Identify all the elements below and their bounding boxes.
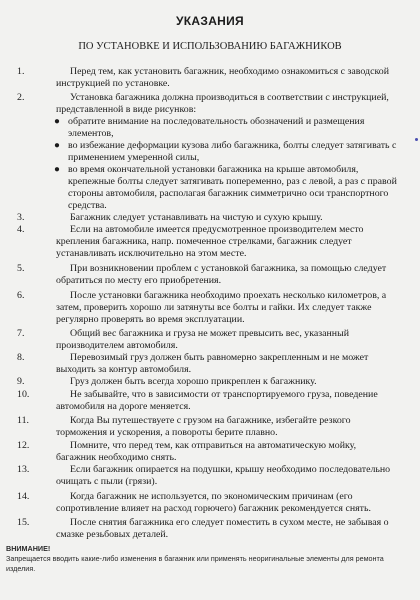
item-number: 10. xyxy=(17,388,30,400)
list-item xyxy=(0,290,420,326)
list-item xyxy=(0,440,420,464)
bullet-item xyxy=(54,115,398,140)
list-item xyxy=(0,376,420,388)
item-number: 5. xyxy=(17,262,25,274)
list-item xyxy=(0,352,420,376)
item-text: Общий вес багажника и груза не может превысить вес, указанный производителем автомобиля. xyxy=(56,327,350,351)
bullet-text: во время окончательной установки багажника на крыше автомобиля, крепежные болты следует затягивать попеременно, раз с левой, а раз с правой стороны автомобиля, располагая багажник симметрично оси транспортного средства. xyxy=(68,163,397,211)
bullet-item xyxy=(54,139,398,164)
bullet-icon: ● xyxy=(54,163,60,175)
item-text: После снятия багажника его следует поместить в сухом месте, не забывая о смазке резьбовых деталей. xyxy=(56,516,389,540)
item-text: После установки багажника необходимо проехать несколько километров, а затем, проверить хорошо ли затянуты все болты и гайки. Их следует также регулярно проверять во время эксплуатации. xyxy=(56,289,387,325)
warning-title: ВНИМАНИЕ! xyxy=(6,544,51,553)
item-text: Установка багажника должна производиться в соответствии с инструкцией, представленной в виде рисунков: xyxy=(56,91,389,115)
item-text: Когда Вы путешествуете с грузом на багажнике, избегайте резкого торможения и ускорения, а повороты берите плавно. xyxy=(56,414,351,438)
list-item xyxy=(0,66,420,90)
list-item xyxy=(0,464,420,488)
warning-text: Запрещается вводить какие-либо изменения в багажник или применять неоригинальные элементы для ремонта изделия. xyxy=(6,554,384,573)
list-item xyxy=(0,415,420,439)
item-number: 12. xyxy=(17,439,30,451)
page-title: УКАЗАНИЯ xyxy=(176,14,244,28)
item-number: 15. xyxy=(17,516,30,528)
page-subtitle: ПО УСТАНОВКЕ И ИСПОЛЬЗОВАНИЮ БАГАЖНИКОВ xyxy=(78,41,342,52)
bullet-list xyxy=(54,115,398,212)
ink-mark xyxy=(415,138,418,141)
item-number: 14. xyxy=(17,490,30,502)
item-number: 8. xyxy=(17,351,25,363)
item-number: 4. xyxy=(17,223,25,235)
item-text: Если багажник опирается на подушки, крышу необходимо последовательно очищать с пыли (грязи). xyxy=(56,463,391,487)
list-item xyxy=(0,328,420,352)
list-item xyxy=(0,263,420,287)
list-item xyxy=(0,224,420,260)
list-item xyxy=(0,212,420,224)
item-text: Помните, что перед тем, как отправиться на автоматическую мойку, багажник необходимо снять. xyxy=(56,439,357,463)
item-number: 3. xyxy=(17,211,25,223)
item-text: При возникновении проблем с установкой багажника, за помощью следует обратиться по месту его приобретения. xyxy=(56,262,387,286)
item-number: 9. xyxy=(17,375,25,387)
item-number: 7. xyxy=(17,327,25,339)
item-text: Багажник следует устанавливать на чистую и сухую крышу. xyxy=(70,211,323,223)
bullet-text: обратите внимание на последовательность обозначений и размещения элементов, xyxy=(68,115,365,139)
bullet-item xyxy=(54,163,398,212)
warning-block xyxy=(6,544,406,574)
item-text: Если на автомобиле имеется предусмотренное производителем место крепления багажника, напр. помеченное стрелками, багажник следует устанавливать исключительно на этом месте. xyxy=(56,223,364,259)
item-text: Не забывайте, что в зависимости от транспортируемого груза, поведение автомобиля на дороге меняется. xyxy=(56,388,378,412)
item-number: 11. xyxy=(17,414,29,426)
bullet-text: во избежание деформации кузова либо багажника, болты следует затягивать с применением умеренной силы, xyxy=(68,139,397,163)
item-text: Груз должен быть всегда хорошо прикреплен к багажнику. xyxy=(70,375,317,387)
item-number: 1. xyxy=(17,66,25,77)
list-item xyxy=(0,389,420,413)
item-text: Перевозимый груз должен быть равномерно закрепленным и не может выходить за контур автомобиля. xyxy=(56,351,369,375)
instruction-list xyxy=(0,66,420,543)
item-number: 13. xyxy=(17,463,30,475)
item-text: Перед тем, как установить багажник, необходимо ознакомиться с заводской инструкцией по установке. xyxy=(56,66,389,89)
item-text: Когда багажник не используется, по экономическим причинам (его сопротивление влияет на расход горючего) багажник рекомендуется снять. xyxy=(56,490,371,514)
item-number: 6. xyxy=(17,289,25,301)
bullet-icon: ● xyxy=(54,115,60,127)
bullet-icon: ● xyxy=(54,139,60,151)
list-item xyxy=(0,491,420,515)
list-item xyxy=(0,92,420,212)
list-item xyxy=(0,517,420,541)
item-number: 2. xyxy=(17,91,25,103)
